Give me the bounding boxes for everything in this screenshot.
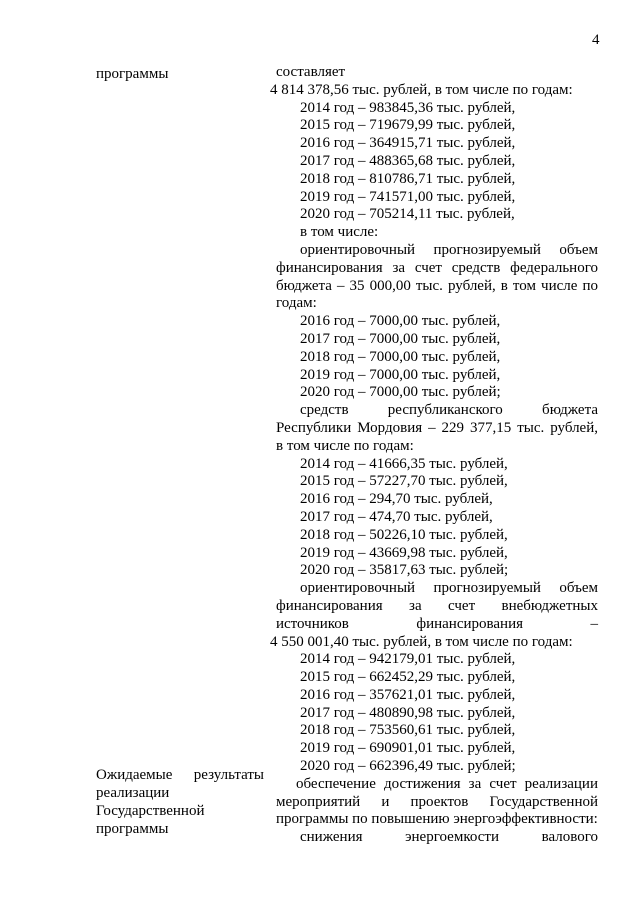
text-line: средств республиканского бюджета bbox=[300, 402, 598, 419]
text-line: мероприятий и проектов Государственной bbox=[276, 793, 598, 810]
year-line: 2020 год – 705214,11 тыс. рублей, bbox=[300, 206, 515, 223]
text-line: ориентировочный прогнозируемый объем bbox=[300, 241, 598, 258]
left-label-state: Государственной bbox=[96, 803, 205, 819]
year-line: 2016 год – 364915,71 тыс. рублей, bbox=[300, 135, 516, 152]
year-line: 2017 год – 7000,00 тыс. рублей, bbox=[300, 330, 501, 347]
text-line: 4 814 378,56 тыс. рублей, в том числе по годам: bbox=[270, 81, 573, 98]
year-line: 2014 год – 942179,01 тыс. рублей, bbox=[300, 651, 516, 668]
text-line: источников финансирования – bbox=[276, 615, 598, 632]
year-line: 2017 год – 474,70 тыс. рублей, bbox=[300, 508, 493, 525]
financing-block bbox=[270, 64, 598, 847]
left-label-programs: программы bbox=[96, 66, 169, 82]
year-line: 2015 год – 57227,70 тыс. рублей, bbox=[300, 473, 508, 490]
page-number: 4 bbox=[592, 32, 600, 48]
text-line: обеспечение достижения за счет реализации bbox=[296, 775, 598, 792]
year-line: 2016 год – 357621,01 тыс. рублей, bbox=[300, 686, 516, 703]
text-line: Республики Мордовия – 229 377,15 тыс. рублей, bbox=[276, 419, 598, 436]
year-line: 2020 год – 7000,00 тыс. рублей; bbox=[300, 384, 501, 401]
text-line: 4 550 001,40 тыс. рублей, в том числе по годам: bbox=[270, 633, 573, 650]
text-line: составляет bbox=[276, 64, 346, 80]
year-line: 2016 год – 7000,00 тыс. рублей, bbox=[300, 313, 501, 330]
year-line: 2016 год – 294,70 тыс. рублей, bbox=[300, 491, 493, 508]
year-line: 2019 год – 7000,00 тыс. рублей, bbox=[300, 366, 501, 383]
text-line: финансирования за счет внебюджетных bbox=[276, 597, 598, 614]
text-line: бюджета – 35 000,00 тыс. рублей, в том числе по bbox=[276, 277, 598, 294]
text-line: в том числе: bbox=[300, 224, 379, 241]
year-line: 2017 год – 488365,68 тыс. рублей, bbox=[300, 152, 516, 169]
text-line: программы по повышению энергоэффективности: bbox=[276, 811, 598, 828]
year-line: 2014 год – 41666,35 тыс. рублей, bbox=[300, 455, 508, 472]
year-line: 2020 год – 662396,49 тыс. рублей; bbox=[300, 758, 516, 775]
text-line: годам: bbox=[276, 295, 317, 312]
year-line: 2015 год – 719679,99 тыс. рублей, bbox=[300, 117, 516, 134]
text-line: в том числе по годам: bbox=[276, 437, 414, 454]
text-line: снижения энергоемкости валового bbox=[300, 829, 598, 846]
year-line: 2018 год – 50226,10 тыс. рублей, bbox=[300, 526, 508, 543]
text-line: финансирования за счет средств федерального bbox=[276, 259, 598, 276]
year-line: 2017 год – 480890,98 тыс. рублей, bbox=[300, 704, 516, 721]
year-line: 2018 год – 7000,00 тыс. рублей, bbox=[300, 348, 501, 365]
year-line: 2014 год – 983845,36 тыс. рублей, bbox=[300, 99, 516, 116]
left-label-program: программы bbox=[96, 821, 169, 837]
year-line: 2018 год – 753560,61 тыс. рублей, bbox=[300, 722, 516, 739]
left-label-realization: реализации bbox=[96, 785, 170, 801]
year-line: 2020 год – 35817,63 тыс. рублей; bbox=[300, 562, 509, 579]
text-line: ориентировочный прогнозируемый объем bbox=[300, 580, 598, 597]
year-line: 2015 год – 662452,29 тыс. рублей, bbox=[300, 669, 516, 686]
year-line: 2018 год – 810786,71 тыс. рублей, bbox=[300, 170, 516, 187]
year-line: 2019 год – 690901,01 тыс. рублей, bbox=[300, 740, 516, 757]
year-line: 2019 год – 43669,98 тыс. рублей, bbox=[300, 544, 508, 561]
left-label-expected-results: Ожидаемые результаты bbox=[96, 767, 264, 783]
year-line: 2019 год – 741571,00 тыс. рублей, bbox=[300, 188, 516, 205]
